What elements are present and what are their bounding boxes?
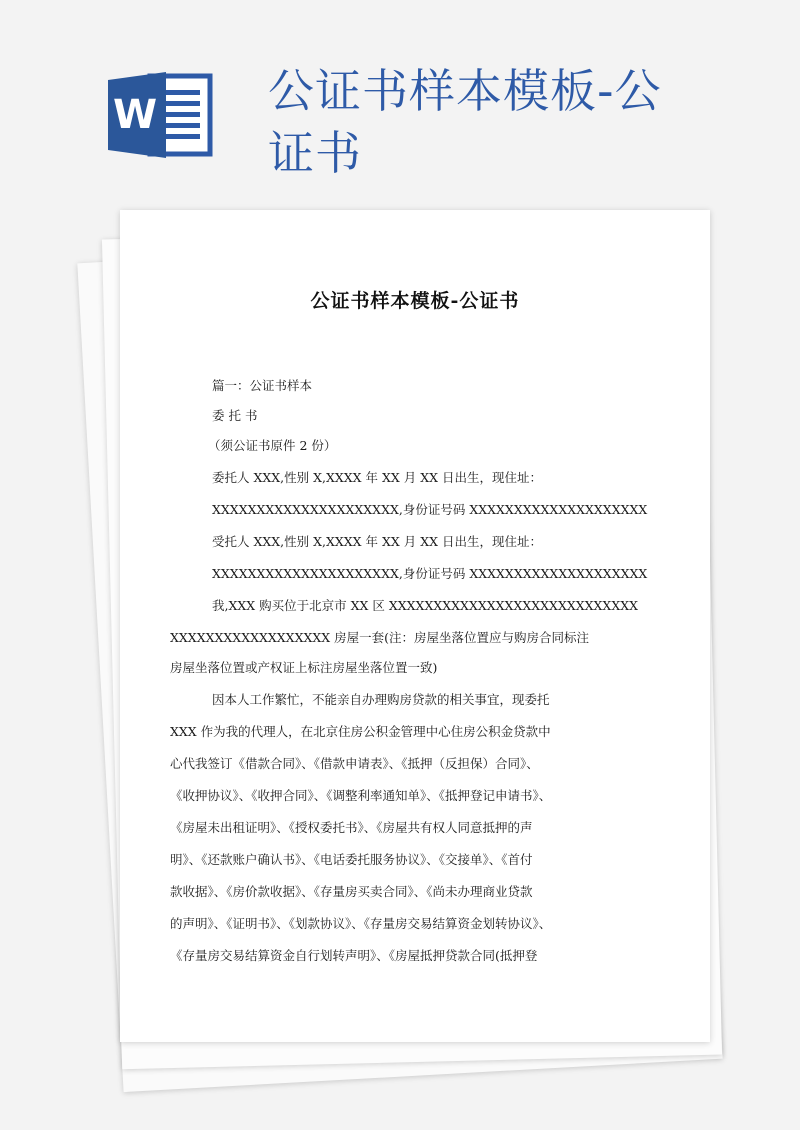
doc-line: 心代我签订《借款合同》、《借款申请表》、《抵押（反担保）合同》、	[170, 756, 539, 771]
doc-line: 篇一：公证书样本	[212, 378, 313, 393]
doc-line: （须公证书原件 2 份）	[208, 438, 337, 453]
document-page	[120, 210, 710, 1042]
doc-line: 我,XXX 购买位于北京市 XX 区 XXXXXXXXXXXXXXXXXXXXXXXXXXXX	[212, 598, 639, 613]
doc-line: 明》、《还款账户确认书》、《电话委托服务协议》、《交接单》、《首付	[170, 852, 533, 867]
word-document-icon	[108, 70, 218, 160]
doc-line: 的声明》、《证明书》、《划款协议》、《存量房交易结算资金划转协议》、	[170, 916, 552, 931]
word-icon-letter: W	[112, 92, 158, 138]
doc-line: XXXXXXXXXXXXXXXXXXXXX,身份证号码 XXXXXXXXXXXXXXXXXXXX	[212, 566, 648, 581]
doc-line: XXXXXXXXXXXXXXXXXX 房屋一套(注：房屋坐落位置应与购房合同标注	[170, 630, 590, 645]
doc-line: 委托人 XXX,性别 X,XXXX 年 XX 月 XX 日出生，现住址：	[212, 470, 543, 485]
doc-line: 受托人 XXX,性别 X,XXXX 年 XX 月 XX 日出生，现住址：	[212, 534, 543, 549]
doc-line: 因本人工作繁忙，不能亲自办理购房贷款的相关事宜，现委托	[212, 692, 550, 707]
document-title: 公证书样本模板-公证书	[310, 290, 520, 312]
doc-line: 《收押协议》、《收押合同》、《调整利率通知单》、《抵押登记申请书》、	[170, 788, 552, 803]
doc-line: 房屋坐落位置或产权证上标注房屋坐落位置一致)	[170, 660, 438, 675]
doc-line: 委 托 书	[212, 408, 258, 423]
doc-line: 款收据》、《房价款收据》、《存量房买卖合同》、《尚未办理商业贷款	[170, 884, 533, 899]
doc-line: 《存量房交易结算资金自行划转声明》、《房屋抵押贷款合同(抵押登	[170, 948, 538, 963]
doc-line: XXX 作为我的代理人，在北京住房公积金管理中心住房公积金贷款中	[170, 724, 551, 739]
doc-line: 《房屋未出租证明》、《授权委托书》、《房屋共有权人同意抵押的声	[170, 820, 533, 835]
page-title: 公证书样本模板-公证书	[268, 64, 662, 180]
doc-line: XXXXXXXXXXXXXXXXXXXXX,身份证号码 XXXXXXXXXXXXXXXXXXXX	[212, 502, 648, 517]
